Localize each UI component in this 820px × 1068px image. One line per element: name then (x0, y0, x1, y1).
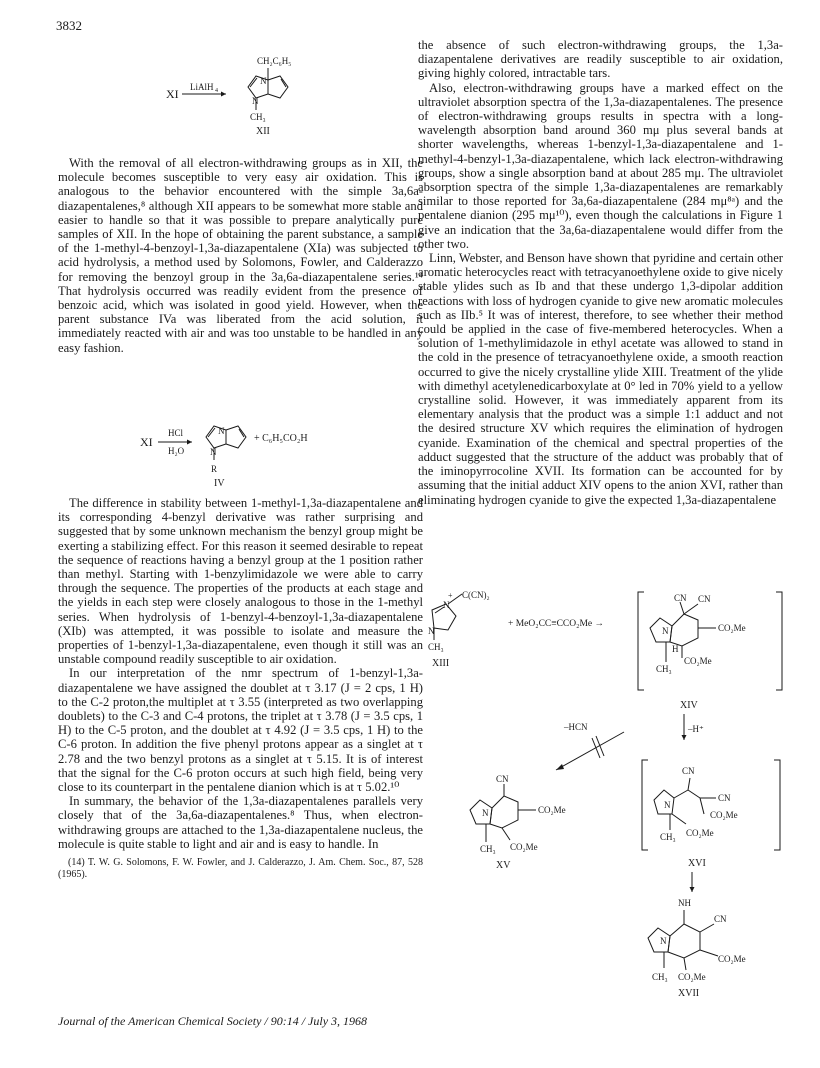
svg-text:N: N (664, 800, 671, 810)
xiii-ch3: CH₃ (428, 642, 444, 652)
scheme-xii-label: XII (256, 126, 270, 137)
label-xiii: XIII (432, 658, 450, 669)
label-xvi: XVI (688, 858, 706, 869)
svg-text:N: N (662, 626, 669, 636)
xiv-h: H (672, 644, 679, 654)
right-paragraph-2: Also, electron-withdrawing groups have a marked effect on the ultraviolet absorption spectra of the 1,3a-diazapentalenes. The presence of electron-withdrawing groups results in spectra with a long-wavelength absorption band around 360 mμ plus several bands at shorter wavelengths, whereas 1-benzyl-1,3a-diazapentalene and 1-methyl-4-benzyl-1,3a-diazapentalene, which lack electron-withdrawing groups, show a single absorption band at about 285 mμ. The ultraviolet absorption spectra of the simple 1,3a-diazapentalenes are remarkably similar to those reported for 3a,6a-diazapentalene (284 mμ⁸ᵃ) and the pentalene dianion (295 mμ¹⁰), even though the calculations in Figure 1 give an indication that the 3a,6a-diazapentalene would differ from the other two. (418, 80, 783, 251)
xiv-cn2: CN (698, 594, 711, 604)
right-column (418, 38, 783, 507)
xv-cn: CN (496, 774, 509, 784)
adduct-xiv (650, 602, 716, 662)
left-column-lower (58, 496, 423, 881)
xiv-ch3: CH₃ (656, 664, 672, 674)
xvii-co2me2: CO₂Me (678, 972, 706, 982)
xiii-ccn2: C(CN)₂ (462, 590, 490, 600)
minus-hcn: –HCN (564, 722, 588, 732)
scheme-xii-reagent: LiAlH (190, 82, 214, 92)
label-xv: XV (496, 860, 511, 871)
left-paragraph-1: With the removal of all electron-withdrawing groups as in XII, the molecule becomes susceptible to very easy air oxidation. This is analogous to the behavior encountered with the simple 3a,6a-diazapentalenes,⁸ although XII appears to be somewhat more stable and easier to handle so that it was possible to prepare analytically pure samples of XII. In the hope of obtaining the parent substance, a sample of the 1-methyl-4-benzoyl-1,3a-diazapentalene (XIa) was subjected to acid hydrolysis, a method used by Solomons, Fowler, and Calderazzo for removing the benzoyl group in the 3a,6a-diazapentalene series.¹⁴ That hydrolysis occurred was readily evident from the presence of benzoic acid, which was isolated in good yield. However, when the parent substance IVa was liberated from the acid solution, it immediately reacted with air and was too unstable to be handled in any easy fashion. (58, 156, 423, 355)
xvi-co2me1: CO₂Me (710, 810, 738, 820)
scheme-iv-r: R (211, 464, 218, 474)
minus-h: –H⁺ (688, 724, 704, 734)
page-number: 3832 (56, 18, 82, 33)
xvii-nh: NH (678, 898, 691, 908)
right-paragraph-3: Linn, Webster, and Benson have shown that pyridine and certain other aromatic heterocycles react with tetracyanoethylene oxide to give nicely stable ylides such as Ib and that these undergo 1,3-dipolar addition reactions with loss of hydrogen cyanide to give new aromatic molecules such as IIb.⁵ It was of interest, therefore, to see whether their method could be applied in the case of five-membered heterocycles. When a solution of 1-methylimidazole in ethyl acetate was allowed to stand in the cold in the presence of tetracyanoethylene oxide, a smooth reaction occurred to give the nicely crystalline ylide XIII. Treatment of the ylide with dimethyl acetylenedicarboxylate at 0° led in 70% yield to a yellow crystalline solid. However, it was immediately apparent from its elementary analysis that the product was a simple 1:1 adduct and not the desired structure XV which requires the elimination of hydrogen cyanide. Examination of the chemical and spectral properties of the adduct suggested that the structure of the adduct was probably that of the iminopyrrocoline XVII. Its formation can be accounted for by assuming that the initial adduct XIV opens to the anion XVI, rather than eliminating hydrogen cyanide to give the expected 1,3a-diazapentalene (418, 251, 783, 507)
svg-text:N: N (660, 936, 667, 946)
iminopyrrocoline-xvii (648, 910, 718, 970)
xv-co2me1: CO₂Me (538, 805, 566, 815)
svg-text:N: N (260, 76, 267, 86)
journal-footer: Journal of the American Chemical Society / 90:14 / July 3, 1968 (58, 1014, 368, 1028)
right-paragraph-1: the absence of such electron-withdrawing groups, the 1,3a-diazapentalene derivatives are readily susceptible to air oxidation, giving highly colored, intractable tars. (418, 38, 783, 81)
xvi-co2me2: CO₂Me (686, 828, 714, 838)
scheme-iv-reagent-top: HCl (168, 428, 184, 438)
xv-co2me2: CO₂Me (510, 842, 538, 852)
svg-text:N: N (218, 426, 225, 436)
svg-text:N: N (482, 808, 489, 818)
left-paragraph-2: The difference in stability between 1-methyl-1,3a-diazapentalene and its corresponding 4-benzyl derivative was rather surprising and suggested that by some unknown mechanism the benzyl group might be exerting a stabilizing effect. For this reason it seemed desirable to repeat the sequence of reactions having a benzyl group at the 1 position rather than methyl. Starting with 1-benzylimidazole we were able to carry through the sequence. The properties of the products at each stage and the yields in each step were closely analogous to those in the 1-methyl series. When hydrolysis of 1-benzyl-4-benzoyl-1,3a-diazapentalene (XIb) was attempted, it was possible to isolate and measure the properties of 1-benzyl-1,3a-diazapentalene, even though it still was an unstable compound readily susceptible to air oxidation. (58, 496, 423, 667)
xvii-co2me1: CO₂Me (718, 954, 746, 964)
xv-ch3: CH₃ (480, 844, 496, 854)
reagent-dmad: + MeO₂CC≡CCO₂Me → (508, 619, 604, 629)
xvi-cn2: CN (718, 793, 731, 803)
scheme-iv-extra: + C₆H₅CO₂H (254, 433, 308, 444)
xiv-co2me1: CO₂Me (718, 623, 746, 633)
xvii-cn: CN (714, 914, 727, 924)
scheme-xii (160, 50, 340, 150)
footnote-14: (14) T. W. G. Solomons, F. W. Fowler, and J. Calderazzo, J. Am. Chem. Soc., 87, 528 (1965). (58, 857, 423, 881)
pentalene-xv (470, 784, 536, 842)
svg-text:N: N (443, 600, 450, 610)
scheme-xii-methyl: CH₃ (250, 112, 266, 122)
xvii-ch3: CH₃ (652, 972, 668, 982)
xvi-ch3: CH₃ (660, 832, 676, 842)
scheme-iv-reactant: XI (140, 435, 153, 449)
svg-text:+: + (448, 591, 453, 600)
scheme-xii-reactant: XI (166, 87, 179, 101)
label-xvii: XVII (678, 988, 700, 999)
reaction-scheme (416, 588, 788, 1012)
scheme-xii-reagent-sub: 4 (215, 88, 218, 94)
xiv-cn1: CN (674, 593, 687, 603)
scheme-iv-label: IV (214, 478, 225, 489)
svg-text:N: N (210, 447, 217, 457)
scheme-xii-benzyl: CH₂C₆H₅ (257, 56, 292, 66)
label-xiv: XIV (680, 700, 698, 711)
xiv-co2me2: CO₂Me (684, 656, 712, 666)
xvi-cn1: CN (682, 766, 695, 776)
scheme-iv-reagent-bottom: H₂O (168, 446, 185, 456)
left-paragraph-3: In our interpretation of the nmr spectrum of 1-benzyl-1,3a-diazapentalene we have assigned the doublet at τ 3.17 (J = 2 cps, 1 H) to the C-2 proton,the multiplet at τ 3.55 (interpreted as two overlapping doublets) to the C-3 and C-4 protons, the triplet at τ 3.78 (J = 3.5 cps, 1 H) to the C-5 proton, and the doublet at τ 4.92 (J = 3.5 cps, 1 H) to the C-6 proton. In addition the five phenyl protons appear as a singlet at τ 2.78 and the two benzyl protons as a singlet at τ 5.15. It is of interest that the signal for the C-6 proton occurs at such high field, being very close to its counterpart in the pentalene dianion which is at τ 5.02.¹⁰ (58, 666, 423, 795)
svg-text:N: N (428, 626, 435, 636)
left-paragraph-4: In summary, the behavior of the 1,3a-diazapentalenes parallels very closely that of the 3a,6a-diazapentalenes.⁸ Thus, when electron-withdrawing groups are attached to the 1,3a-diazapentalene nucleus, the molecule is quite stable to light and air and is easy to handle. In (58, 794, 423, 851)
svg-text:N: N (252, 96, 259, 106)
scheme-iv (140, 414, 380, 504)
left-column-upper (58, 156, 423, 355)
